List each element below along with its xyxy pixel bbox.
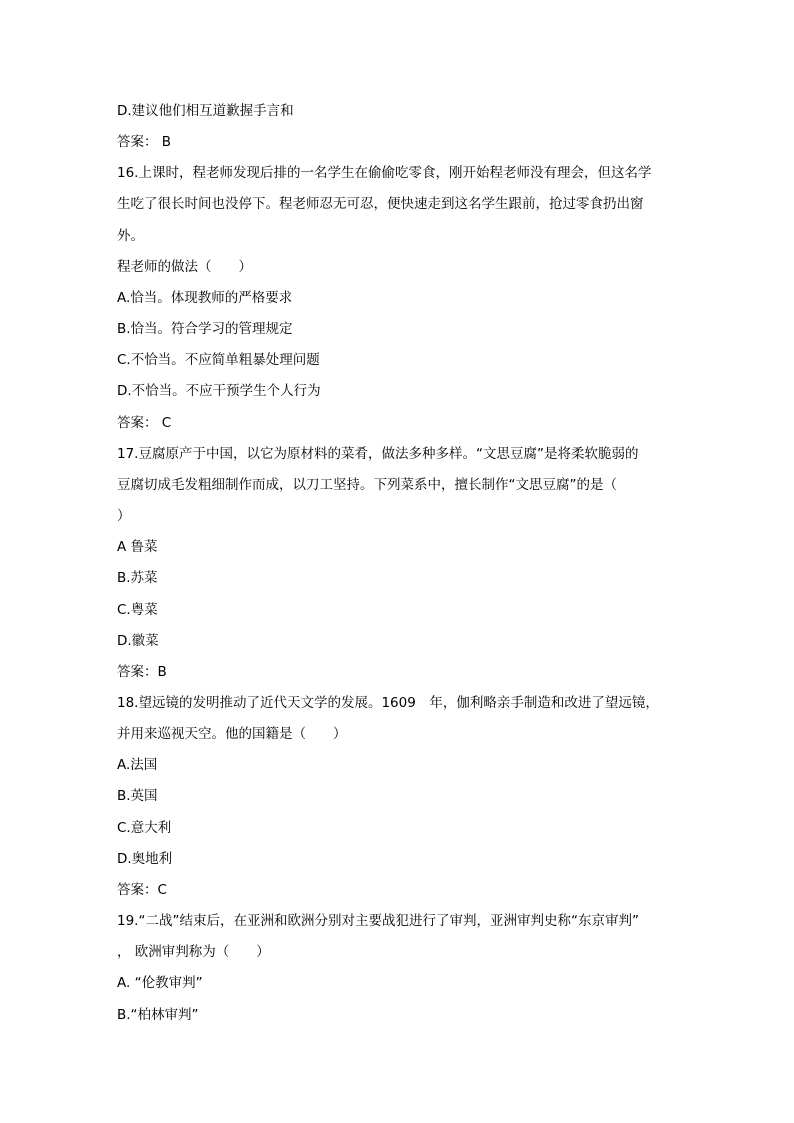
text-line: ）	[117, 508, 131, 525]
text-line: 19.“二战”结束后，在亚洲和欧洲分别对主要战犯进行了审判，亚洲审判史称“东京审判”	[117, 913, 639, 930]
text-line: A.法国	[117, 757, 158, 774]
text-line: 答案：B	[117, 663, 167, 680]
text-line: 17.豆腐原产于中国，以它为原材料的菜肴，做法多种多样。“文思豆腐”是将柔软脆弱的	[117, 445, 639, 462]
text-line: D.奥地利	[117, 850, 173, 867]
text-line: A.恰当。体现教师的严格要求	[117, 289, 293, 306]
text-line: 豆腐切成毛发粗细制作而成，以刀工坚持。下列菜系中，擅长制作“文思豆腐”的是（	[117, 476, 617, 493]
text-line: 16.上课时，程老师发现后排的一名学生在偷偷吃零食，刚开始程老师没有理会，但这名学	[117, 165, 652, 182]
text-line: D.徽菜	[117, 632, 159, 649]
document-page	[117, 96, 697, 1031]
text-line: C.意大利	[117, 819, 172, 836]
text-line: B.苏菜	[117, 570, 158, 587]
text-line: 18.望远镜的发明推动了近代天文学的发展。1609 年，伽利略亲手制造和改进了望远镜，	[117, 694, 659, 711]
text-line: ， 欧洲审判称为（ ）	[117, 944, 270, 961]
text-line: B.恰当。符合学习的管理规定	[117, 321, 293, 338]
text-line: C.粤菜	[117, 601, 158, 618]
text-line: 答案： B	[117, 134, 172, 151]
text-line: C.不恰当。不应简单粗暴处理问题	[117, 352, 320, 369]
text-line: A. “伦教审判”	[117, 975, 203, 992]
text-line: 答案：C	[117, 881, 167, 898]
text-line: D.建议他们相互道歉握手言和	[117, 103, 294, 119]
text-line: 外。	[117, 227, 144, 244]
text-line: B.英国	[117, 788, 158, 805]
text-line: 程老师的做法（ ）	[117, 258, 252, 275]
text-line: 答案： C	[117, 414, 172, 431]
text-line: A 鲁菜	[117, 539, 158, 556]
text-line: D.不恰当。不应干预学生个人行为	[117, 383, 321, 400]
text-line: B.“柏林审判”	[117, 1006, 199, 1023]
text-line: 生吃了很长时间也没停下。程老师忍无可忍，便快速走到这名学生跟前，抢过零食扔出窗	[117, 196, 644, 213]
text-line: 并用来巡视天空。他的国籍是（ ）	[117, 726, 347, 743]
